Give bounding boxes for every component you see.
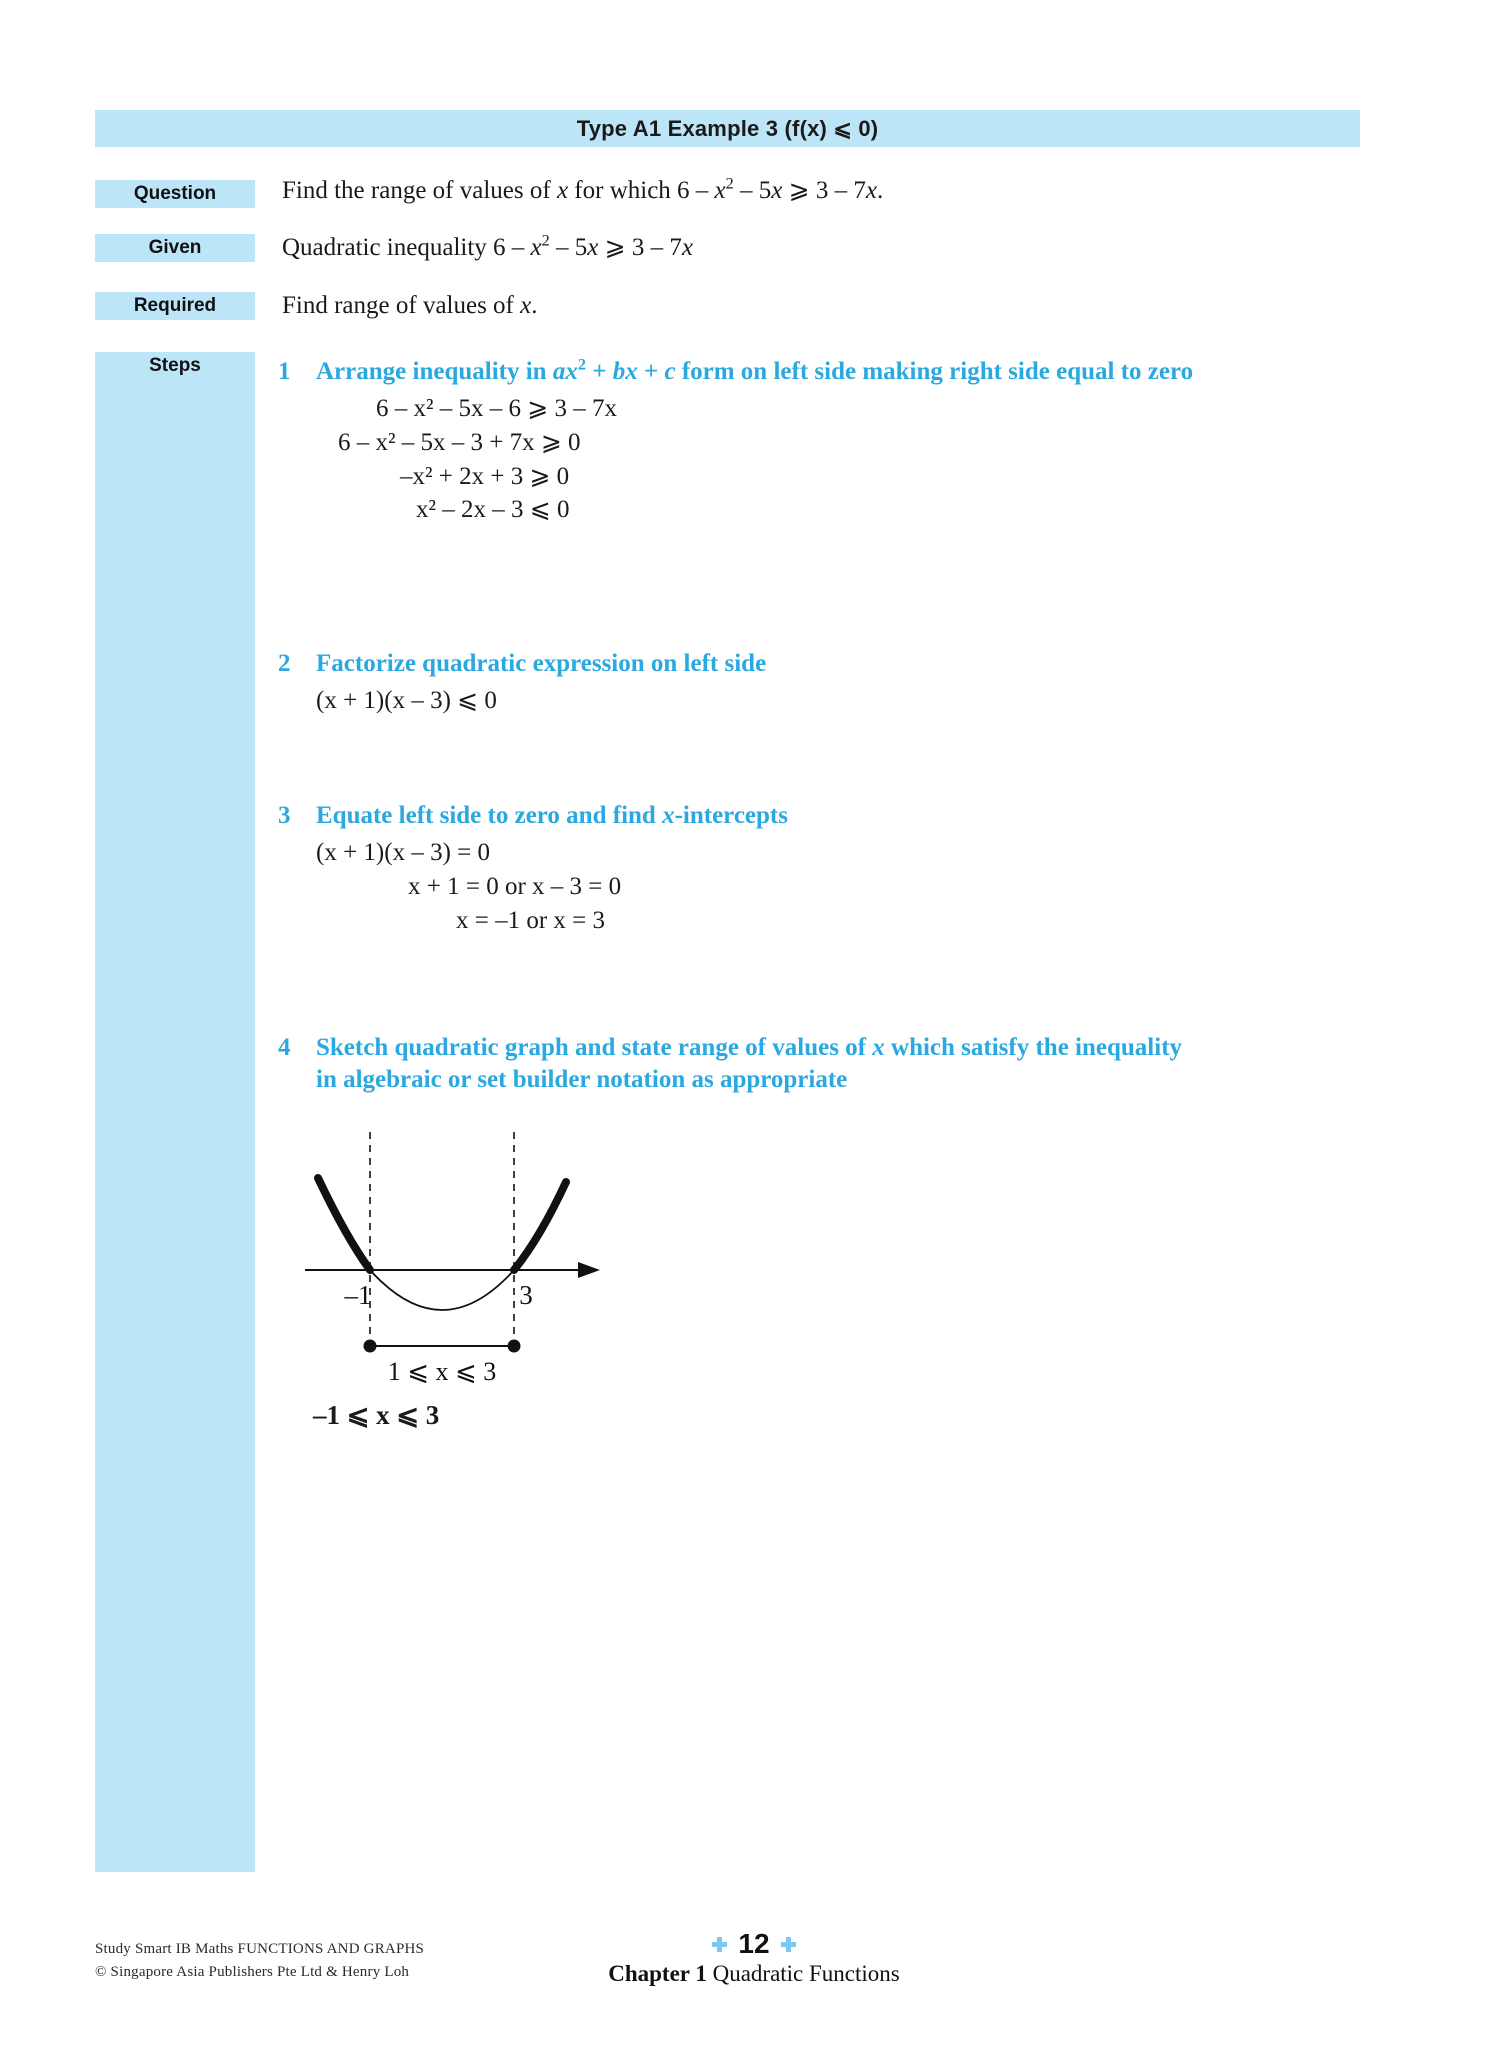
step-1-number: 1 bbox=[278, 358, 291, 385]
step-2-header bbox=[278, 648, 766, 680]
question-variable-3: x bbox=[865, 177, 877, 204]
given-exponent: 2 bbox=[541, 231, 550, 250]
label-question bbox=[95, 180, 255, 208]
parabola-left-branch-thick bbox=[318, 1178, 370, 1270]
step-3-title-pre: Equate left side to zero and find bbox=[316, 802, 663, 829]
step-3-equation-2: x + 1 = 0 or x – 3 = 0 bbox=[408, 872, 622, 900]
step-2 bbox=[278, 648, 766, 718]
footer-center bbox=[0, 1928, 1508, 1987]
example-title-bar bbox=[95, 110, 1360, 147]
step-4-header bbox=[278, 1032, 1358, 1096]
step-4 bbox=[278, 1032, 1358, 1096]
step-1-x2: x bbox=[625, 358, 638, 385]
step-1-coef-a: a bbox=[552, 358, 566, 385]
question-exponent: 2 bbox=[725, 174, 734, 193]
given-x-base: x bbox=[530, 234, 542, 261]
label-steps bbox=[95, 352, 255, 380]
interval-label: 1 ⩽ x ⩽ 3 bbox=[387, 1357, 497, 1386]
step-1-equation-1: 6 – x² – 5x – 6 ⩾ 3 – 7x bbox=[376, 395, 617, 422]
step-4-title-pre: Sketch quadratic graph and state range of values of bbox=[316, 1034, 873, 1061]
step-1-title bbox=[316, 356, 1193, 388]
step-1-title-post: form on left side making right side equal to zero bbox=[675, 358, 1194, 385]
question-variable-2: x bbox=[771, 177, 783, 204]
label-required bbox=[95, 292, 255, 320]
chapter-title: Quadratic Functions bbox=[712, 1961, 900, 1986]
required-text: Find range of values of bbox=[282, 292, 521, 319]
step-1-plus-2: + bbox=[637, 358, 665, 385]
final-answer: –1 ⩽ x ⩽ 3 bbox=[313, 1400, 440, 1430]
step-3-title bbox=[316, 800, 788, 832]
step-2-number: 2 bbox=[278, 650, 291, 677]
step-3-equation-3: x = –1 or x = 3 bbox=[456, 906, 606, 934]
step-3-x-var: x bbox=[662, 802, 675, 829]
steps-sidebar-column bbox=[95, 352, 255, 1872]
step-4-number: 4 bbox=[278, 1034, 291, 1061]
label-steps-text: Steps bbox=[149, 355, 201, 376]
step-1-equation-2: 6 – x² – 5x – 3 + 7x ⩾ 0 bbox=[338, 428, 581, 456]
step-3-title-post: -intercepts bbox=[674, 802, 788, 829]
step-1-coef-b: b bbox=[612, 358, 626, 385]
step-1-coef-c: c bbox=[664, 358, 676, 385]
step-1-header bbox=[278, 356, 1193, 388]
step-1-x1: x bbox=[565, 358, 578, 385]
step-2-equation-1: (x + 1)(x – 3) ⩽ 0 bbox=[316, 687, 497, 714]
question-variable: x bbox=[556, 177, 569, 204]
step-3-equation-1: (x + 1)(x – 3) = 0 bbox=[316, 839, 490, 866]
step-3-header bbox=[278, 800, 788, 832]
example-title: Type A1 Example 3 (f(x) ⩽ 0) bbox=[576, 115, 879, 141]
step-3-number: 3 bbox=[278, 802, 291, 829]
label-question-text: Question bbox=[133, 183, 217, 204]
step-2-title: Factorize quadratic expression on left side bbox=[316, 650, 767, 677]
page-number: 12 bbox=[738, 1928, 770, 1959]
step-4-title bbox=[316, 1032, 1182, 1096]
step-1-plus-1: + bbox=[585, 358, 613, 385]
step-2-body bbox=[278, 684, 766, 718]
diamond-ornament-left-icon bbox=[712, 1937, 727, 1952]
label-given bbox=[95, 234, 255, 262]
x-axis-arrow-icon bbox=[578, 1262, 600, 1278]
parabola-right-branch-thick bbox=[514, 1182, 566, 1270]
page-number-row bbox=[0, 1928, 1508, 1960]
step-1-body bbox=[278, 392, 1193, 527]
diamond-ornament-right-icon bbox=[781, 1937, 796, 1952]
label-required-text: Required bbox=[133, 295, 217, 316]
question-text-d: ⩾ 3 – 7 bbox=[782, 177, 866, 204]
question-period: . bbox=[876, 177, 884, 204]
step-3 bbox=[278, 800, 788, 937]
step-1-equation-3: –x² + 2x + 3 ⩾ 0 bbox=[400, 462, 570, 490]
given-text-b: – 5 bbox=[549, 234, 588, 261]
footer-book-title: Study Smart IB Maths FUNCTIONS AND GRAPHS bbox=[95, 1941, 425, 1957]
question-text-b: for which 6 – bbox=[568, 177, 715, 204]
question-statement bbox=[282, 175, 883, 206]
required-variable: x bbox=[520, 292, 532, 319]
given-text-a: Quadratic inequality 6 – bbox=[282, 234, 531, 261]
quadratic-graph-sketch bbox=[300, 1118, 630, 1386]
required-statement bbox=[282, 290, 538, 321]
step-1-title-pre: Arrange inequality in bbox=[316, 358, 553, 385]
parabola-inner-segment bbox=[370, 1270, 514, 1310]
label-given-text: Given bbox=[148, 237, 202, 258]
question-text-c: – 5 bbox=[733, 177, 772, 204]
given-statement bbox=[282, 232, 693, 263]
given-text-c: ⩾ 3 – 7 bbox=[598, 234, 682, 261]
root-label-left: –1 bbox=[344, 1280, 372, 1310]
graph-svg bbox=[300, 1118, 630, 1386]
required-period: . bbox=[531, 292, 538, 319]
step-4-title-post: which satisfy the inequality bbox=[884, 1034, 1183, 1061]
step-1-equation-4: x² – 2x – 3 ⩽ 0 bbox=[416, 496, 570, 524]
given-variable-2: x bbox=[681, 234, 693, 261]
given-variable: x bbox=[587, 234, 599, 261]
question-x-squared-base: x bbox=[714, 177, 726, 204]
question-text-a: Find the range of values of bbox=[282, 177, 557, 204]
step-4-x-var: x bbox=[872, 1034, 885, 1061]
step-1 bbox=[278, 356, 1193, 527]
step-4-title-line2: in algebraic or set builder notation as appropriate bbox=[316, 1066, 848, 1093]
step-3-body bbox=[278, 836, 788, 937]
chapter-line bbox=[0, 1961, 1508, 1987]
footer-copyright: © Singapore Asia Publishers Pte Ltd & Henry Loh bbox=[95, 1963, 410, 1980]
chapter-number: Chapter 1 bbox=[608, 1961, 707, 1986]
root-label-right: 3 bbox=[519, 1280, 533, 1310]
interval-endpoint-left-dot bbox=[364, 1340, 377, 1353]
step-1-exponent: 2 bbox=[577, 355, 586, 374]
interval-endpoint-right-dot bbox=[508, 1340, 521, 1353]
